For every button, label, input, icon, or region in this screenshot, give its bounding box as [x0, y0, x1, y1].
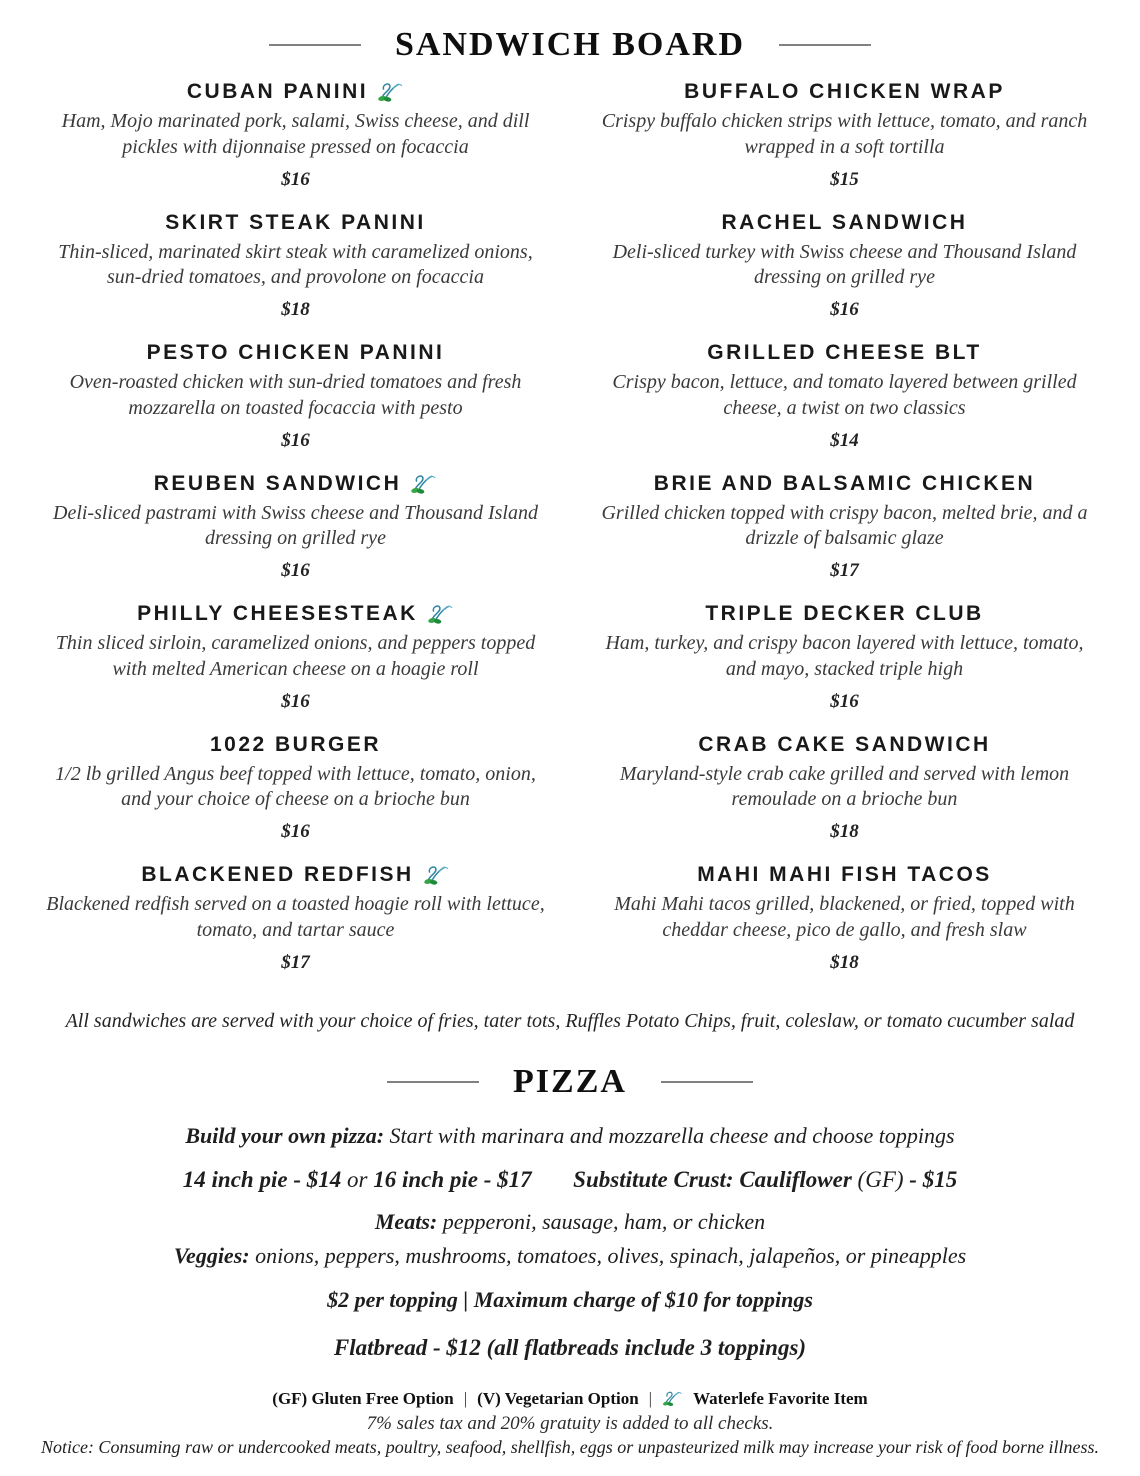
item-description: Grilled chicken topped with crispy bacon, melted brie, and a drizzle of balsamic glaze — [601, 501, 1088, 550]
item-price: $18 — [830, 821, 859, 843]
item-description: Blackened redfish served on a toasted hoagie roll with lettuce, tomato, and tartar sauce — [46, 893, 545, 941]
item-name-row — [44, 472, 547, 496]
item-description: Thin sliced sirloin, caramelized onions, and peppers topped with melted American cheese on a hoagie roll — [55, 632, 536, 680]
tax-gratuity-note: 7% sales tax and 20% gratuity is added to all checks. — [366, 1412, 774, 1434]
item-description: Ham, Mojo marinated pork, salami, Swiss cheese, and dill pickles with dijonnaise pressed on focaccia — [61, 110, 530, 158]
item-name-row — [593, 472, 1096, 496]
pizza-crust-gf: (GF) — [857, 1166, 904, 1192]
menu-item-triple-decker-club — [593, 602, 1096, 733]
pizza-topping-price-line: $2 per topping | Maximum charge of $10 for toppings — [327, 1286, 813, 1312]
item-description: Ham, turkey, and crispy bacon layered with lettuce, tomato, and mayo, stacked triple high — [605, 632, 1084, 680]
item-name-row — [44, 341, 547, 365]
item-price: $16 — [830, 690, 859, 712]
menu-item-skirt-steak-panini — [44, 211, 547, 342]
pizza-meats-line — [20, 1209, 1120, 1235]
pizza-header — [20, 1063, 1120, 1101]
item-name-row — [44, 863, 547, 887]
vegetarian-legend: (V) Vegetarian Option — [477, 1388, 639, 1408]
divider-line — [661, 1081, 753, 1083]
item-name: MAHI MAHI FISH TACOS — [697, 863, 992, 886]
item-description: Crispy bacon, lettuce, and tomato layered between grilled cheese, a twist on two classics — [612, 371, 1077, 419]
item-price: $16 — [281, 168, 310, 190]
item-price: $16 — [281, 690, 310, 712]
item-name: CUBAN PANINI — [186, 80, 369, 103]
item-name: BRIE AND BALSAMIC CHICKEN — [653, 471, 1036, 495]
menu-item-grilled-cheese-blt — [593, 341, 1096, 472]
item-name-row — [44, 733, 547, 757]
menu-item-crab-cake-sandwich — [593, 733, 1096, 864]
item-price: $16 — [281, 429, 310, 451]
waterlefe-favorite-icon — [662, 1390, 683, 1407]
item-description: Mahi Mahi tacos grilled, blackened, or fried, topped with cheddar cheese, pico de gallo, and fresh slaw — [614, 893, 1075, 941]
menu-item-reuben-sandwich — [44, 472, 547, 603]
legend-separator: | — [648, 1388, 653, 1408]
pizza-crust-label: Substitute Crust: Cauliflower — [573, 1166, 852, 1192]
pizza-build-text: Start with marinara and mozzarella cheese and choose toppings — [389, 1122, 955, 1148]
item-name-row — [593, 733, 1096, 757]
item-price: $18 — [281, 299, 310, 321]
item-name: BLACKENED REDFISH — [141, 863, 414, 886]
item-name-row — [44, 602, 547, 626]
item-name-row — [593, 341, 1096, 365]
item-price: $14 — [830, 429, 859, 451]
item-name: GRILLED CHEESE BLT — [707, 341, 982, 364]
item-description: Deli-sliced pastrami with Swiss cheese and Thousand Island dressing on grilled rye — [53, 501, 538, 550]
menu-item-brie-balsamic-chicken — [593, 472, 1096, 603]
menu-item-blackened-redfish — [44, 863, 547, 994]
menu-item-rachel-sandwich — [593, 211, 1096, 342]
pizza-crust-price: - $15 — [909, 1166, 958, 1192]
gluten-free-legend: (GF) Gluten Free Option — [272, 1388, 454, 1408]
menu-item-philly-cheesesteak — [44, 602, 547, 733]
menu-item-cuban-panini — [44, 80, 547, 211]
pizza-size-or: or — [347, 1166, 368, 1192]
legend-row — [20, 1389, 1120, 1409]
pizza-title: PIZZA — [513, 1062, 627, 1100]
pizza-size-16: 16 inch pie - $17 — [373, 1166, 532, 1192]
pizza-veggies-label: Veggies: — [173, 1242, 250, 1268]
item-name: RACHEL SANDWICH — [721, 210, 968, 234]
pizza-sizes-line — [20, 1167, 1120, 1193]
waterlefe-favorite-icon — [423, 864, 450, 886]
waterlefe-favorite-icon — [427, 603, 454, 625]
item-name: TRIPLE DECKER CLUB — [705, 602, 984, 625]
item-price: $16 — [281, 560, 310, 582]
item-price: $15 — [830, 168, 859, 190]
item-price: $17 — [830, 560, 859, 582]
item-name: PESTO CHICKEN PANINI — [146, 341, 445, 364]
item-price: $16 — [830, 299, 859, 321]
item-name-row — [593, 211, 1096, 235]
sandwich-sides-note: All sandwiches are served with your choice of fries, tater tots, Ruffles Potato Chips, fruit, coleslaw, or tomato cucumber salad — [65, 1009, 1075, 1032]
pizza-meats-list: pepperoni, sausage, ham, or chicken — [442, 1208, 766, 1234]
pizza-build-line — [20, 1123, 1120, 1149]
pizza-build-label: Build your own pizza: — [185, 1122, 385, 1148]
legend-separator: | — [463, 1388, 468, 1408]
divider-line — [269, 44, 361, 46]
food-safety-notice: Notice: Consuming raw or undercooked meats, poultry, seafood, shellfish, eggs or unpasteurized milk may increase your risk of food borne illness. — [40, 1436, 1100, 1457]
pizza-flatbread-line: Flatbread - $12 (all flatbreads include 3 toppings) — [333, 1334, 807, 1360]
menu-item-pesto-chicken-panini — [44, 341, 547, 472]
menu-item-1022-burger — [44, 733, 547, 864]
item-price: $18 — [830, 951, 859, 973]
item-description: 1/2 lb grilled Angus beef topped with lettuce, tomato, onion, and your choice of cheese on a brioche bun — [55, 762, 536, 811]
pizza-meats-label: Meats: — [374, 1208, 438, 1234]
item-name-row — [593, 863, 1096, 887]
item-description: Deli-sliced turkey with Swiss cheese and Thousand Island dressing on grilled rye — [612, 240, 1077, 289]
sandwich-board-title: SANDWICH BOARD — [394, 26, 746, 63]
favorite-item-legend: Waterlefe Favorite Item — [693, 1388, 868, 1408]
item-name: 1022 BURGER — [209, 732, 382, 756]
item-name: SKIRT STEAK PANINI — [165, 210, 426, 234]
item-description: Thin-sliced, marinated skirt steak with caramelized onions, sun-dried tomatoes, and provolone on focaccia — [58, 240, 533, 289]
sandwich-board-header — [20, 26, 1120, 64]
menu-footer — [20, 1389, 1120, 1458]
item-description: Maryland-style crab cake grilled and served with lemon remoulade on a brioche bun — [619, 762, 1070, 811]
item-name: REUBEN SANDWICH — [153, 471, 402, 495]
pizza-veggies-line — [20, 1243, 1120, 1269]
item-name: PHILLY CHEESESTEAK — [137, 602, 418, 625]
item-description: Oven-roasted chicken with sun-dried tomatoes and fresh mozzarella on toasted focaccia with pesto — [69, 371, 522, 419]
waterlefe-favorite-icon — [377, 81, 404, 103]
menu-item-buffalo-chicken-wrap — [593, 80, 1096, 211]
divider-line — [779, 44, 871, 46]
waterlefe-favorite-icon — [410, 473, 437, 495]
divider-line — [387, 1081, 479, 1083]
item-name: CRAB CAKE SANDWICH — [698, 732, 991, 756]
item-name-row — [593, 80, 1096, 104]
pizza-veggies-list: onions, peppers, mushrooms, tomatoes, olives, spinach, jalapeños, or pineapples — [255, 1242, 967, 1268]
item-description: Crispy buffalo chicken strips with lettuce, tomato, and ranch wrapped in a soft tortilla — [601, 110, 1088, 158]
item-name-row — [44, 80, 547, 104]
item-price: $16 — [281, 821, 310, 843]
pizza-size-14: 14 inch pie - $14 — [182, 1166, 342, 1192]
item-name-row — [44, 211, 547, 235]
item-name: BUFFALO CHICKEN WRAP — [684, 80, 1005, 103]
menu-item-mahi-mahi-fish-tacos — [593, 863, 1096, 994]
item-price: $17 — [281, 951, 310, 973]
sandwich-items-grid — [20, 80, 1120, 994]
item-name-row — [593, 602, 1096, 626]
